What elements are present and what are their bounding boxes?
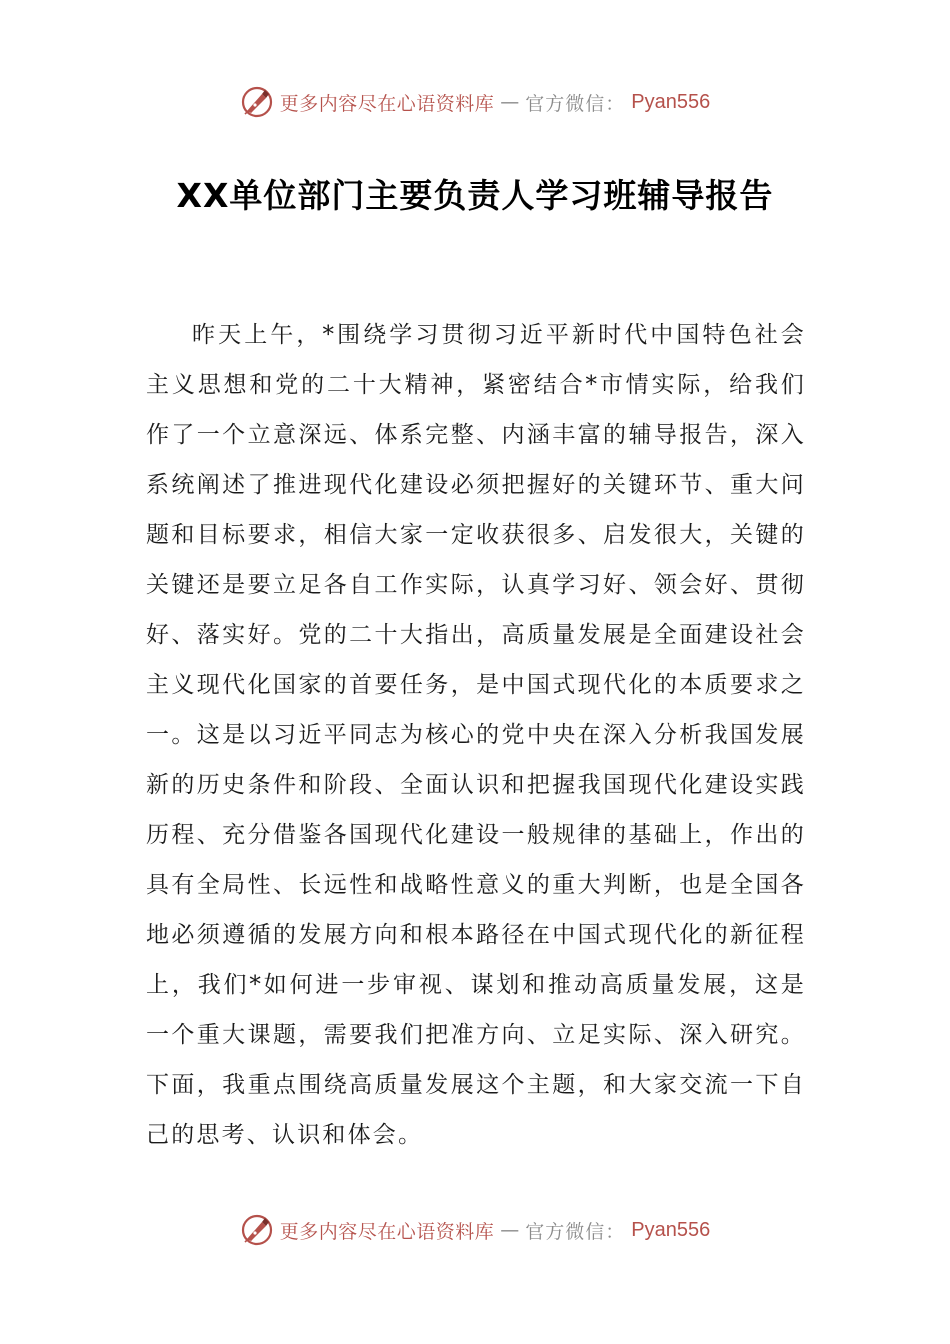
document-paragraph: 昨天上午，*围绕学习贯彻习近平新时代中国特色社会主义思想和党的二十大精神，紧密结合*市情实际，给我们作了一个立意深远、体系完整、内涵丰富的辅导报告，深入系统阐述了推进现代化建设必须把握好的关键环节、重大问题和目标要求，相信大家一定收获很多、启发很大，关键的关键还是要立足各自工作实际，认真学习好、领会好、贯彻好、落实好。党的二十大指出，高质量发展是全面建设社会主义现代化国家的首要任务，是中国式现代化的本质要求之一。这是以习近平同志为核心的党中央在深入分析我国发展新的历史条件和阶段、全面认识和把握我国现代化建设实践历程、充分借鉴各国现代化建设一般规律的基础上，作出的具有全局性、长远性和战略性意义的重大判断，也是全国各地必须遵循的发展方向和根本路径在中国式现代化的新征程上，我们*如何进一步审视、谋划和推动高质量发展，这是一个重大课题，需要我们把准方向、立足实际、深入研究。下面，我重点围绕高质量发展这个主题，和大家交流一下自己的思考、认识和体会。 (146, 322, 806, 1148)
banner-wechat-id: Pyan556 (631, 90, 711, 113)
footer-banner (0, 1210, 950, 1250)
banner-site-text: 更多内容尽在心语资料库 (279, 92, 495, 115)
header-banner (0, 82, 950, 122)
pen-nib-logo-icon (240, 85, 274, 119)
banner-dash: — (500, 91, 520, 113)
banner-dash: — (500, 1219, 520, 1241)
banner-wechat-label: 官方微信： (525, 1220, 626, 1243)
document-title: XX单位部门主要负责人学习班辅导报告 (176, 176, 774, 215)
banner-wechat-label: 官方微信： (525, 92, 626, 115)
banner-wechat-id: Pyan556 (631, 1218, 711, 1241)
pen-nib-logo-icon (240, 1213, 274, 1247)
banner-site-text: 更多内容尽在心语资料库 (279, 1220, 495, 1243)
